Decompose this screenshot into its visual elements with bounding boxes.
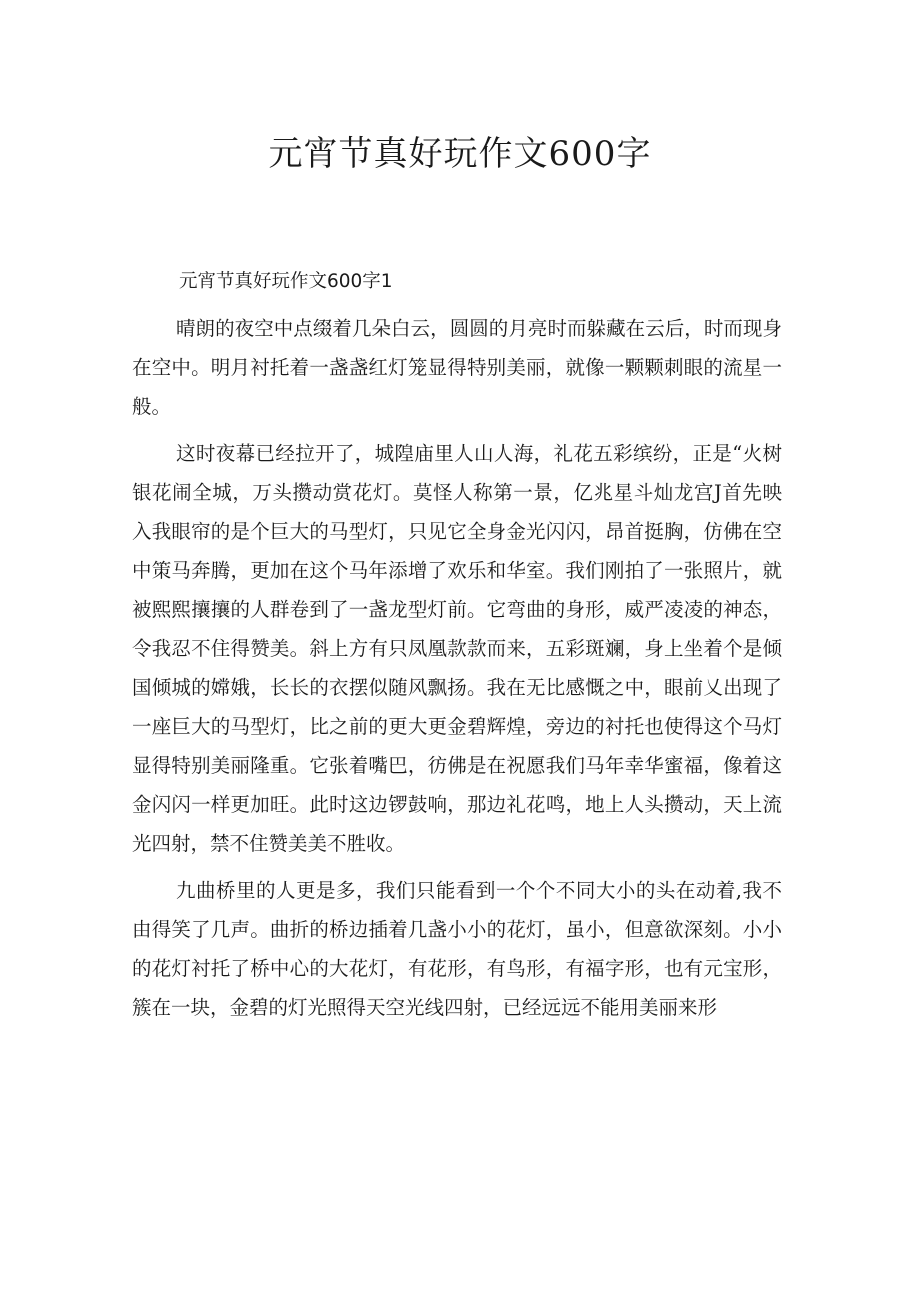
section-heading: 元宵节真好玩作文600字1 xyxy=(179,271,393,292)
paragraph-1: 晴朗的夜空中点缀着几朵白云，圆圆的月亮时而躲藏在云后，时而现身在空中。明月衬托着一盏盏红灯笼显得特别美丽，就像一颗颗刺眼的流星一般。 xyxy=(132,317,782,418)
document-title: 元宵节真好玩作文600字 xyxy=(268,134,652,174)
paragraph-3: 九曲桥里的人更是多，我们只能看到一个个不同大小的头在动着,我不由得笑了几声。曲折的桥边插着几盏小小的花灯，虽小，但意欲深刻。小小的花灯衬托了桥中心的大花灯，有花形，有鸟形，有福字形，也有元宝形，簇在一块，金碧的灯光照得天空光线四射，已经远远不能用美丽来形 xyxy=(132,879,782,1019)
document-body xyxy=(132,262,782,1035)
paragraph-2: 这时夜幕已经拉开了，城隍庙里人山人海，礼花五彩缤纷，正是“火树银花闹全城，万头攒动赏花灯。莫怪人称第一景，亿兆星斗灿龙宫J首先映入我眼帘的是个巨大的马型灯，只见它全身金光闪闪，昂首挺胸，仿佛在空中策马奔腾，更加在这个马年添增了欢乐和华室。我们刚拍了一张照片，就被熙熙攘攘的人群卷到了一盏龙型灯前。它弯曲的身形，威严凌凌的神态，令我忍不住得赞美。斜上方有只凤凰款款而来，五彩斑斓，身上坐着个是倾国倾城的嫦娥，长长的衣摆似随风飘扬。我在无比感慨之中，眼前乂出现了一座巨大的马型灯，比之前的更大更金碧辉煌，旁边的衬托也使得这个马灯显得特别美丽隆重。它张着嘴巴，彷佛是在祝愿我们马年幸华蜜福，像着这金闪闪一样更加旺。此时这边锣鼓响，那边礼花鸣，地上人头攒动，天上流光四射，禁不住赞美美不胜收。 xyxy=(132,442,782,855)
